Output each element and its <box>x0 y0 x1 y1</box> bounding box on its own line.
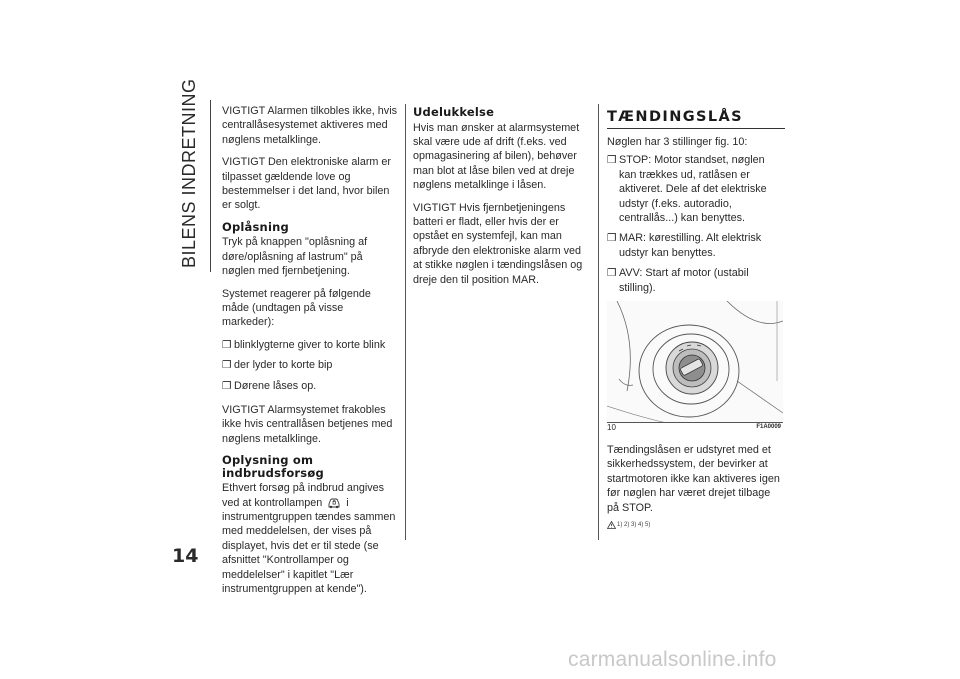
column-divider <box>405 104 406 540</box>
checkbox-bullet-icon: ❒ <box>607 232 617 245</box>
paragraph: Hvis man ønsker at alarmsystemet skal være ude af drift (f.eks. ved opmagasinering af bilen), behøver man blot at låse bilen ved at dreje nøglens metalklinge i låsen. <box>413 121 580 192</box>
warning-references <box>607 518 785 532</box>
warning-numbers: 1) 2) 3) 4) 5) <box>617 522 651 529</box>
section-tab <box>160 78 214 268</box>
heading-oplasning: Oplåsning <box>222 219 289 234</box>
paragraph: VIGTIGT Alarmen tilkobles ikke, hvis centrallåsesystemet aktiveres med nøglens metalklinge. <box>222 105 398 146</box>
section-tab-divider <box>210 100 211 272</box>
list-item-text: STOP: Motor standset, nøglen kan trækkes ud, ratlåsen er aktiveret. Dele af det elektriske udstyr (f.eks. autoradio, centrallås...) kan benyttes. <box>619 154 767 225</box>
figure-number: 10 <box>607 422 616 432</box>
checkbox-bullet-icon: ❒ <box>607 267 617 280</box>
car-alarm-warning-icon <box>326 496 342 509</box>
checkbox-bullet-icon: ❒ <box>222 379 232 392</box>
paragraph: Nøglen har 3 stillinger fig. 10: <box>607 136 748 148</box>
list-item <box>607 153 785 225</box>
paragraph: VIGTIGT Den elektroniske alarm er tilpasset gældende love og bestemmelser i det land, hvor bilen er solgt. <box>222 156 392 212</box>
paragraph: VIGTIGT Alarmsystemet frakobles ikke hvis centrallåsen betjenes med nøglens metalklinge. <box>222 404 393 445</box>
list-item <box>607 266 785 295</box>
paragraph: Tændingslåsen er udstyret med et sikkerhedssystem, der bevirker at startmotoren ikke kan aktiveres igen før nøglen har været drejet tilbage på STOP. <box>607 444 780 514</box>
paragraph: Tryk på knappen "oplåsning af døre/oplåsning af lastrum" på nøglen med fjernbetjening. <box>222 236 368 278</box>
column-1 <box>222 104 398 604</box>
checkbox-bullet-icon: ❒ <box>222 338 232 351</box>
list-item <box>607 231 785 260</box>
section-tab-label: BILENS INDRETNING <box>179 78 199 268</box>
heading-underline <box>607 128 785 129</box>
list-item <box>222 379 398 393</box>
heading-oplysning: Oplysning om indbrudsforsøg <box>222 453 324 480</box>
list-item-text: blinklygterne giver to korte blink <box>234 338 386 351</box>
paragraph-text: i instrumentgruppen tændes sammen med meddelelsen, der vises på displayet, hvis det er til stede (se afsnittet "Kontrollamper og meddelelser" i kapitlet "Lær instrumentgruppen at kende"). <box>222 496 396 596</box>
heading-taendingslas: TÆNDINGSLÅS <box>607 109 743 125</box>
figure-code: F1A0009 <box>756 423 781 430</box>
list-item-text: Dørene låses op. <box>234 379 317 392</box>
column-2 <box>413 104 591 295</box>
paragraph: VIGTIGT Hvis fjernbetjeningens batteri er fladt, eller hvis der er opstået en systemfejl, kan man afbryde den elektroniske alarm ved at stikke nøglen i tændingslåsen og dreje den til position MAR. <box>413 201 583 286</box>
column-3 <box>607 104 785 533</box>
list-item <box>222 338 398 352</box>
paragraph-text: Ethvert forsøg på indbrud angives ved at kontrollampen <box>222 482 385 509</box>
warning-triangle-icon <box>607 521 616 529</box>
list-item-text: AVV: Start af motor (ustabil stilling). <box>619 267 749 294</box>
list-item <box>222 358 398 372</box>
ignition-figure <box>607 301 783 435</box>
ignition-lock-illustration <box>607 301 783 423</box>
heading-udelukkelse: Udelukkelse <box>413 105 495 119</box>
watermark: carmanualsonline.info <box>568 648 777 671</box>
list-item-text: MAR: kørestilling. Alt elektrisk udstyr kan benyttes. <box>619 232 762 259</box>
page-number: 14 <box>172 545 199 567</box>
list-item-text: der lyder to korte bip <box>234 359 333 372</box>
paragraph <box>222 481 398 596</box>
checkbox-bullet-icon: ❒ <box>222 359 232 372</box>
column-divider <box>598 104 599 540</box>
paragraph: Systemet reagerer på følgende måde (undtagen på visse markeder): <box>222 287 371 329</box>
checkbox-bullet-icon: ❒ <box>607 154 617 167</box>
